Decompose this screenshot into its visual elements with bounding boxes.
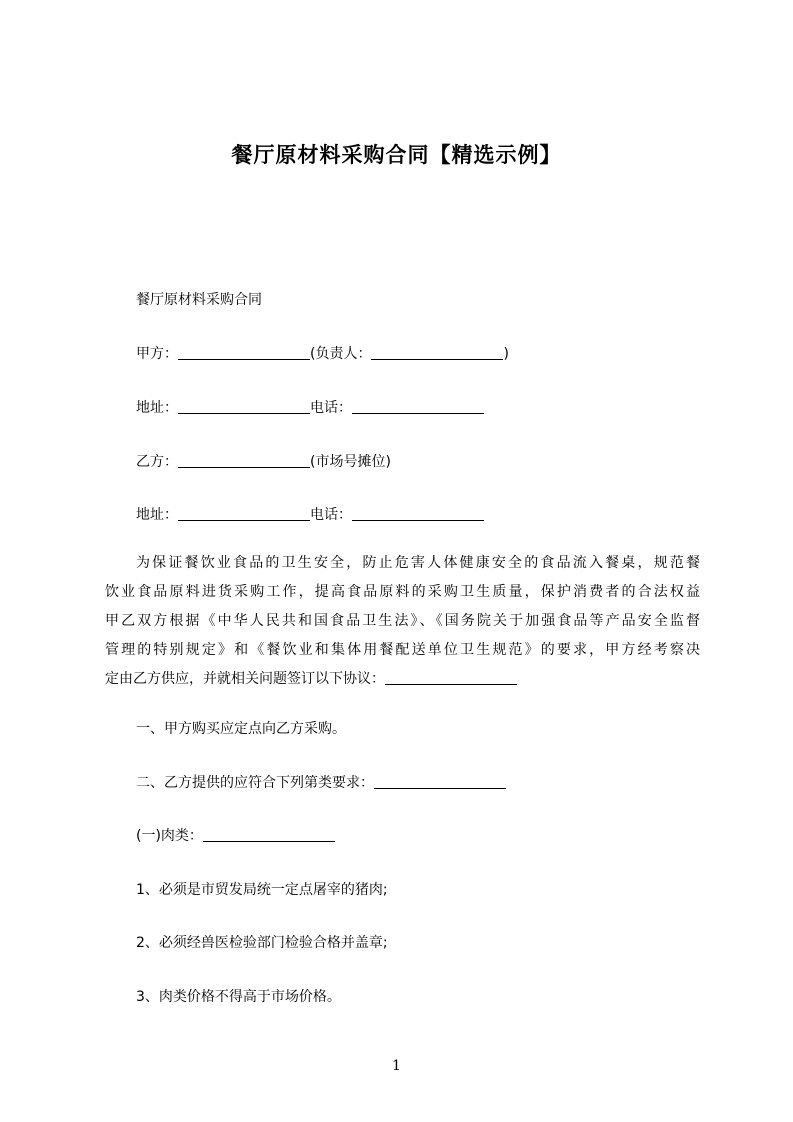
address-a-line xyxy=(136,398,484,418)
clause-1: 一、甲方购买应定点向乙方采购。 xyxy=(136,721,346,737)
intro-line-text: 定由乙方供应，并就相关问题签订以下协议： xyxy=(105,671,385,687)
party-b-line xyxy=(136,452,391,472)
meat-item: 2、必须经兽医检验部门检验合格并盖章; xyxy=(136,935,388,951)
intro-line: 管理的特别规定》和《餐饮业和集体用餐配送单位卫生规范》的要求，甲方经考察决 xyxy=(105,642,700,658)
party-a-responsible-blank xyxy=(371,345,503,360)
intro-paragraph xyxy=(105,549,700,694)
meat-heading-line xyxy=(136,826,335,846)
meat-blank xyxy=(203,827,335,842)
party-b-name-blank xyxy=(178,453,310,468)
party-a-responsible-close: ) xyxy=(503,346,509,362)
clause-2-line xyxy=(136,773,506,793)
address-a-blank xyxy=(178,399,310,414)
phone-a-blank xyxy=(352,399,484,414)
agreement-blank xyxy=(385,670,517,685)
phone-b-label: 电话： xyxy=(310,507,352,523)
address-b-label: 地址： xyxy=(136,507,178,523)
phone-b-blank xyxy=(352,506,484,521)
address-b-line xyxy=(136,505,484,525)
intro-line-last xyxy=(105,665,700,694)
meat-item: 1、必须是市贸发局统一定点屠宰的猪肉; xyxy=(136,882,388,898)
party-a-label: 甲方： xyxy=(136,346,178,362)
meat-item: 3、肉类价格不得高于市场价格。 xyxy=(136,989,341,1005)
document-title: 餐厅原材料采购合同【精选示例】 xyxy=(231,143,562,167)
clause-2: 二、乙方提供的应符合下列第类要求： xyxy=(136,775,374,791)
party-b-label: 乙方： xyxy=(136,454,178,470)
meat-heading: (一)肉类： xyxy=(136,828,203,844)
address-b-blank xyxy=(178,506,310,521)
clause-2-blank xyxy=(374,774,506,789)
intro-line: 甲乙双方根据《中华人民共和国食品卫生法》、《国务院关于加强食品等产品安全监督 xyxy=(105,613,700,629)
party-a-responsible-label: (负责人： xyxy=(310,346,372,362)
contract-subtitle: 餐厅原材料采购合同 xyxy=(136,292,262,308)
party-b-stall-note: (市场号摊位) xyxy=(310,454,391,470)
phone-a-label: 电话： xyxy=(310,400,352,416)
intro-line: 为保证餐饮业食品的卫生安全，防止危害人体健康安全的食品流入餐桌，规范餐 xyxy=(136,555,700,571)
party-a-name-blank xyxy=(178,345,310,360)
intro-line: 饮业食品原料进货采购工作，提高食品原料的采购卫生质量，保护消费者的合法权益 xyxy=(105,584,700,600)
address-a-label: 地址： xyxy=(136,400,178,416)
page-number: 1 xyxy=(392,1058,401,1074)
party-a-line xyxy=(136,344,509,364)
